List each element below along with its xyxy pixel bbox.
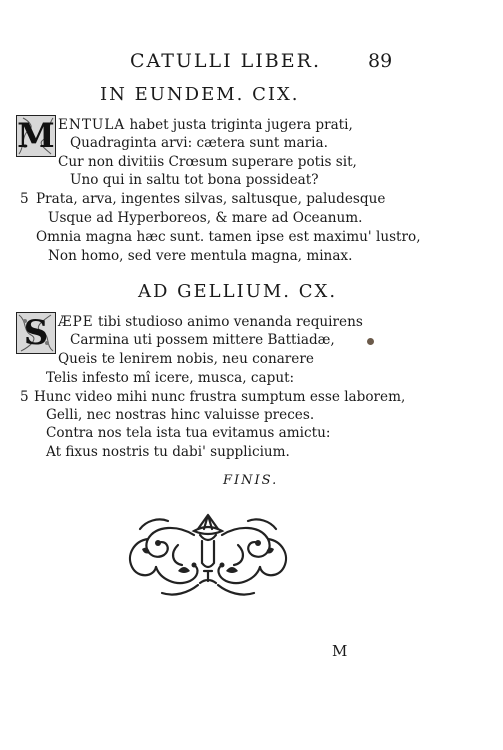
poem-heading-cx: AD GELLIUM. CX. [138, 281, 338, 302]
verse-line: Hunc video mihi nunc frustra sumptum esse laborem, [34, 389, 406, 405]
page-number: 89 [368, 50, 393, 72]
verse-line: Prata, arva, ingentes silvas, saltusque, paludesque [36, 191, 386, 207]
poem-heading-cix: IN EUNDEM. CIX. [100, 84, 300, 105]
signature-mark: M [332, 642, 348, 660]
ornament-tailpiece-icon [118, 505, 298, 605]
opening-word: ÆPE [58, 314, 94, 330]
drop-cap-letter: M [17, 116, 55, 156]
drop-cap-s [16, 312, 56, 354]
running-head [0, 50, 503, 74]
verse-line: Telis infesto mî icere, musca, caput: [46, 370, 295, 386]
verse-line: Quadraginta arvi: cætera sunt maria. [70, 135, 328, 151]
verse-line: At fixus nostris tu dabi' supplicium. [46, 444, 290, 460]
verse-line: Non homo, sed vere mentula magna, minax. [48, 248, 353, 264]
running-title: CATULLI LIBER. [130, 50, 321, 72]
line-number: 5 [20, 191, 29, 207]
verse-line: Queis te lenirem nobis, neu conarere [58, 351, 314, 367]
verse-line: Contra nos tela ista tua evitamus amictu: [46, 425, 331, 441]
verse-line: Usque ad Hyperboreos, & mare ad Oceanum. [48, 210, 363, 226]
drop-cap-letter: S [23, 313, 49, 353]
verse-line: Cur non divitiis Crœsum superare potis sit, [58, 154, 357, 170]
ink-spot [367, 338, 374, 345]
line-number: 5 [20, 389, 29, 405]
verse-line: Gelli, nec nostras hinc valuisse preces. [46, 407, 315, 423]
verse-text: habet justa triginta jugera prati, [129, 117, 353, 133]
verse-line [58, 116, 353, 134]
verse-line: Omnia magna hæc sunt. tamen ipse est maximu' lustro, [36, 229, 421, 245]
verse-text: tibi studioso animo venanda requirens [98, 314, 363, 330]
verse-line: Carmina uti possem mittere Battiadæ, [70, 332, 335, 348]
opening-word: ENTULA [58, 117, 126, 133]
drop-cap-m [16, 115, 56, 157]
finis-label: FINIS. [223, 473, 279, 488]
verse-line [58, 313, 363, 331]
verse-line: Uno qui in saltu tot bona possideat? [70, 172, 319, 188]
